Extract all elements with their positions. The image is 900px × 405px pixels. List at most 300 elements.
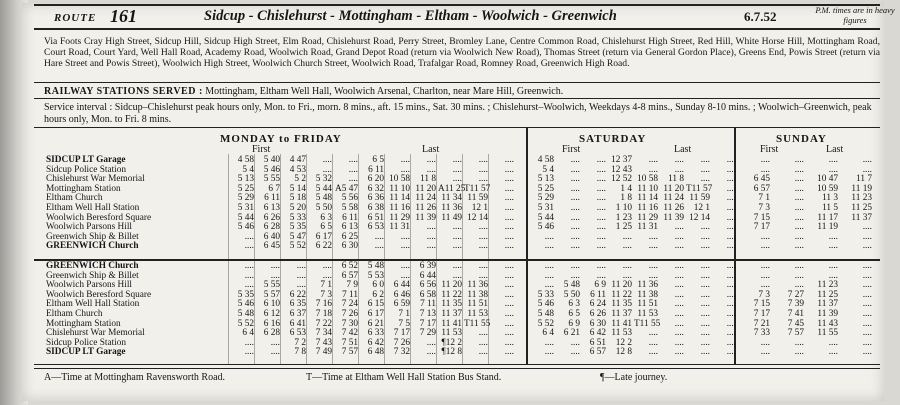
time-cell: 6 16	[263, 318, 280, 329]
time-cell: ....	[504, 174, 514, 185]
time-cell: 6 10	[263, 299, 280, 310]
time-cell: 7 17	[419, 318, 436, 329]
time-cell: 5 48	[315, 193, 332, 204]
time-cell: 7 1	[758, 193, 770, 204]
time-cell: 7 21	[753, 318, 770, 329]
time-cell: 11 53	[467, 309, 488, 319]
time-cell: T11 55	[634, 318, 661, 329]
time-cell: ....	[596, 241, 606, 252]
time-cell: 7 41	[787, 309, 804, 319]
time-cell: 11 20	[415, 183, 436, 194]
time-cell: 11 59	[467, 193, 488, 204]
time-cell: 7 16	[315, 299, 332, 310]
time-cell: 6 57	[753, 183, 770, 194]
time-cell: ....	[862, 222, 872, 233]
time-cell: ....	[400, 241, 410, 252]
time-cell: 7 15	[753, 299, 770, 310]
time-cell: ....	[700, 222, 710, 233]
time-cell: ....	[504, 164, 514, 175]
time-cell: ....	[504, 289, 514, 300]
time-cell: 12 14	[467, 212, 488, 223]
time-cell: 5 57	[263, 289, 280, 300]
time-cell: 1 4	[620, 183, 632, 194]
time-cell: 5 52	[237, 318, 254, 329]
time-cell: 6 48	[367, 347, 384, 358]
via-description: Via Foots Cray High Street, Sidcup Hill, Sidcup High Street, Elm Road, Chislehurst Road, Perry Street, Bromley Lane, Centre Common Road, Chislehurst High Street, Red Hill, White Horse Hill, Mottingham Road, Court Road, Court Yard, Well Hall Road, Academy Road, Woolwich Road, Grand Depot Road (return via Woolwich New Road), Thomas Street (return via General Gordon Place), Greens End, Powis Street (return via Hare Street and Powis Street), Woolwich High Street, Woolwich Church Street, Woolwich Road, Trafalgar Road, Romney Road, Greenwich High Road.	[44, 36, 880, 70]
time-cell: ....	[700, 318, 710, 329]
time-cell: 6 44	[393, 280, 410, 291]
time-cell: ....	[596, 193, 606, 204]
time-cell: ....	[452, 261, 462, 271]
stop-name: Chislehurst War Memorial	[46, 174, 145, 185]
time-cell: ....	[794, 155, 804, 165]
time-cell: 7 49	[315, 347, 332, 358]
stop-name: GREENWICH Church	[46, 261, 139, 271]
time-cell: ....	[478, 328, 488, 339]
time-cell: ....	[504, 155, 514, 165]
time-cell: 5 48	[537, 309, 554, 319]
time-cell: T11 55	[464, 318, 491, 329]
time-cell: 6 11	[368, 164, 384, 175]
time-cell: 5 44	[315, 183, 332, 194]
time-cell: ....	[570, 174, 580, 185]
stop-name: Eltham Church	[46, 309, 103, 319]
time-cell: 6 4	[542, 328, 554, 339]
time-cell: 7 1	[398, 309, 410, 319]
divider	[34, 82, 880, 83]
time-cell: ....	[674, 231, 684, 242]
time-cell: A5 47	[335, 183, 358, 194]
time-cell: ....	[794, 280, 804, 291]
time-cell: 6 53	[367, 222, 384, 233]
time-cell: 11 23	[817, 280, 838, 291]
time-cell: 10 58	[389, 174, 410, 185]
table-bottom-rule	[34, 364, 880, 365]
time-cell: ....	[674, 155, 684, 165]
time-cell: ....	[862, 155, 872, 165]
time-cell: ¶12 2	[441, 337, 462, 348]
stop-name: Woolwich Parsons Hill	[46, 222, 133, 233]
time-cell: ....	[674, 241, 684, 252]
time-cell: 11 25	[817, 289, 838, 300]
monday-to-friday-heading: MONDAY to FRIDAY	[220, 133, 342, 145]
time-cell: ....	[828, 347, 838, 358]
time-cell: ....	[700, 347, 710, 358]
time-cell: ....	[726, 309, 736, 319]
sat-last-label: Last	[674, 144, 692, 155]
time-cell: ....	[504, 183, 514, 194]
time-cell: 6 12	[263, 309, 280, 319]
time-cell: 7 9	[346, 280, 358, 291]
time-cell: 7 8	[294, 347, 306, 358]
time-cell: 7 2	[294, 337, 306, 348]
time-cell: ....	[400, 270, 410, 281]
time-cell: ....	[570, 347, 580, 358]
time-cell: 6 51	[367, 212, 384, 223]
time-cell: ....	[674, 280, 684, 291]
time-cell: ....	[452, 241, 462, 252]
time-cell: ¶12 8	[441, 347, 462, 358]
time-cell: ....	[674, 328, 684, 339]
time-cell: 7 15	[753, 212, 770, 223]
time-cell: 6 4	[242, 328, 254, 339]
time-cell: 11 19	[817, 222, 838, 233]
time-cell: ....	[648, 155, 658, 165]
time-cell: ....	[794, 183, 804, 194]
time-cell: 5 25	[537, 183, 554, 194]
time-cell: ....	[674, 318, 684, 329]
time-cell: ....	[452, 270, 462, 281]
time-cell: ....	[700, 241, 710, 252]
time-cell: ....	[322, 164, 332, 175]
stop-name: Eltham Church	[46, 193, 103, 204]
time-cell: ....	[504, 328, 514, 339]
time-cell: ....	[794, 174, 804, 185]
time-cell: 6 30	[589, 318, 606, 329]
time-cell: ....	[622, 231, 632, 242]
time-cell: ....	[400, 155, 410, 165]
time-cell: 11 20	[441, 280, 462, 291]
time-cell: ....	[426, 164, 436, 175]
time-cell: ....	[478, 174, 488, 185]
time-cell: 5 4	[542, 164, 554, 175]
time-cell: 6 3	[320, 212, 332, 223]
time-cell: ....	[794, 164, 804, 175]
time-cell: ....	[504, 280, 514, 291]
time-cell: 5 2	[294, 174, 306, 185]
time-cell: 11 29	[389, 212, 410, 223]
time-cell: ....	[270, 347, 280, 358]
time-cell: 6 7	[268, 183, 280, 194]
time-cell: 11 53	[441, 328, 462, 339]
time-cell: ....	[570, 261, 580, 271]
time-cell: ....	[400, 164, 410, 175]
time-cell: 11 37	[851, 212, 872, 223]
time-cell: ....	[726, 318, 736, 329]
time-cell: ....	[700, 309, 710, 319]
time-cell: ....	[674, 309, 684, 319]
time-cell: 12 14	[689, 212, 710, 223]
time-cell: 6 44	[419, 270, 436, 281]
time-cell: A11 25	[438, 183, 466, 194]
stop-name: Greenwich Ship & Billet	[46, 270, 139, 281]
stop-name: Eltham Well Hall Station	[46, 203, 140, 213]
time-cell: ....	[478, 164, 488, 175]
time-cell: 7 30	[341, 318, 358, 329]
time-cell: ....	[374, 231, 384, 242]
time-cell: 11 20	[611, 280, 632, 291]
time-cell: 11 39	[663, 212, 684, 223]
time-cell: ....	[504, 309, 514, 319]
stop-name: Chislehurst War Memorial	[46, 328, 145, 339]
time-cell: ....	[726, 193, 736, 204]
time-cell: ....	[570, 183, 580, 194]
time-cell: ....	[828, 270, 838, 281]
time-cell: ....	[504, 203, 514, 213]
time-cell: ....	[570, 241, 580, 252]
divider	[34, 98, 880, 99]
time-cell: 7 11	[342, 289, 358, 300]
time-cell: 6 32	[367, 183, 384, 194]
time-cell: ....	[794, 347, 804, 358]
time-cell: ....	[544, 347, 554, 358]
time-cell: ....	[296, 270, 306, 281]
time-cell: ....	[794, 270, 804, 281]
time-cell: ....	[794, 241, 804, 252]
divider	[34, 368, 880, 369]
time-cell: ....	[760, 155, 770, 165]
time-cell: 7 45	[787, 318, 804, 329]
time-cell: 5 33	[537, 289, 554, 300]
time-cell: 12 52	[611, 174, 632, 185]
time-cell: ....	[452, 231, 462, 242]
time-cell: 11 39	[415, 212, 436, 223]
time-cell: T11 57	[686, 183, 713, 194]
time-cell: ....	[648, 241, 658, 252]
time-cell: 7 3	[758, 289, 770, 300]
time-cell: 7 51	[341, 337, 358, 348]
time-cell: 7 11	[420, 299, 436, 310]
time-cell: 11 22	[611, 289, 632, 300]
time-cell: 11 5	[822, 203, 838, 213]
time-cell: 5 46	[237, 222, 254, 233]
time-cell: 6 11	[264, 193, 280, 204]
time-cell: 6 40	[263, 231, 280, 242]
time-cell: ....	[726, 203, 736, 213]
time-cell: ....	[374, 241, 384, 252]
time-cell: 7 34	[315, 328, 332, 339]
time-cell: 4 58	[537, 155, 554, 165]
time-cell: ....	[794, 212, 804, 223]
time-cell: 6 21	[367, 318, 384, 329]
time-cell: ....	[296, 280, 306, 291]
time-cell: ....	[828, 231, 838, 242]
time-cell: ....	[426, 241, 436, 252]
time-cell: 6 36	[367, 193, 384, 204]
time-cell: 1 23	[615, 212, 632, 223]
route-number: 161	[110, 6, 137, 26]
time-cell: ....	[760, 231, 770, 242]
time-cell: ....	[726, 212, 736, 223]
time-cell: 5 53	[367, 270, 384, 281]
time-cell: 5 48	[237, 309, 254, 319]
route-title: Sidcup - Chislehurst - Mottingham - Eltham - Woolwich - Greenwich	[204, 8, 617, 24]
time-cell: ....	[674, 261, 684, 271]
time-cell: 6 22	[289, 289, 306, 300]
time-cell: 11 38	[467, 289, 488, 300]
time-cell: ....	[544, 241, 554, 252]
time-cell: ....	[452, 164, 462, 175]
stop-name: Sidcup Police Station	[46, 164, 127, 175]
time-cell: 11 25	[851, 203, 872, 213]
time-cell: ....	[622, 241, 632, 252]
time-cell: ....	[596, 212, 606, 223]
time-cell: 5 55	[263, 280, 280, 291]
time-cell: 6 30	[341, 241, 358, 252]
stop-name: Greenwich Ship & Billet	[46, 231, 139, 242]
time-cell: ....	[244, 337, 254, 348]
time-cell: 1 10	[615, 203, 632, 213]
sat-first-label: First	[562, 144, 581, 155]
time-cell: ....	[544, 280, 554, 291]
time-cell: 10 59	[817, 183, 838, 194]
time-cell: ....	[794, 203, 804, 213]
time-cell: ....	[478, 241, 488, 252]
time-cell: 5 58	[341, 203, 358, 213]
time-cell: ....	[674, 164, 684, 175]
mf-first-label: First	[252, 144, 271, 155]
time-cell: 5 52	[537, 318, 554, 329]
time-cell: ....	[570, 203, 580, 213]
time-cell: ....	[570, 270, 580, 281]
time-cell: 5 25	[237, 183, 254, 194]
time-cell: ....	[700, 337, 710, 348]
time-cell: ....	[348, 164, 358, 175]
time-cell: 11 49	[441, 212, 462, 223]
stop-name: SIDCUP LT Garage	[46, 347, 126, 358]
stop-name: Woolwich Beresford Square	[46, 289, 152, 300]
time-cell: 6 21	[563, 328, 580, 339]
time-cell: 11 43	[817, 318, 838, 329]
time-cell: 7 18	[315, 309, 332, 319]
time-cell: ....	[426, 231, 436, 242]
time-cell: ....	[862, 261, 872, 271]
time-cell: ....	[244, 231, 254, 242]
time-cell: 6 9	[568, 318, 580, 329]
time-cell: 6 57	[589, 347, 606, 358]
time-cell: 4 58	[237, 155, 254, 165]
time-cell: 5 55	[263, 174, 280, 185]
time-cell: T11 57	[464, 183, 491, 194]
time-cell: ....	[794, 261, 804, 271]
time-cell: 7 29	[419, 328, 436, 339]
footnote-a: A—Time at Mottingham Ravensworth Road.	[44, 372, 226, 383]
time-cell: ....	[700, 280, 710, 291]
time-cell: 7 26	[341, 309, 358, 319]
time-cell: 7 43	[315, 337, 332, 348]
time-cell: ....	[726, 174, 736, 185]
time-cell: 6 35	[289, 299, 306, 310]
time-cell: 12 2	[615, 337, 632, 348]
time-cell: ....	[570, 222, 580, 233]
time-cell: ....	[828, 337, 838, 348]
time-cell: 12 8	[615, 347, 632, 358]
time-cell: 6 52	[341, 261, 358, 271]
time-cell: 12 1	[693, 203, 710, 213]
time-cell: 11 16	[389, 203, 410, 213]
time-cell: ....	[828, 261, 838, 271]
time-cell: 5 44	[237, 212, 254, 223]
time-cell: 6 42	[367, 337, 384, 348]
time-cell: 11 34	[441, 193, 462, 204]
time-cell: ....	[726, 261, 736, 271]
time-cell: ....	[648, 261, 658, 271]
time-cell: ....	[648, 231, 658, 242]
pm-times-note: P.M. times are in heavy figures	[815, 5, 895, 25]
time-cell: 6 0	[372, 280, 384, 291]
time-cell: 6 56	[419, 280, 436, 291]
stop-name: Woolwich Parsons Hill	[46, 280, 133, 291]
time-cell: ....	[726, 289, 736, 300]
time-cell: ....	[726, 337, 736, 348]
time-cell: 7 5	[398, 318, 410, 329]
time-cell: 6 17	[367, 309, 384, 319]
time-cell: ....	[596, 155, 606, 165]
time-cell: 7 17	[753, 309, 770, 319]
time-cell: ....	[504, 299, 514, 310]
time-cell: 11 35	[441, 299, 462, 310]
time-cell: ....	[726, 347, 736, 358]
time-cell: ....	[648, 164, 658, 175]
stop-name: SIDCUP LT Garage	[46, 155, 126, 165]
time-cell: ....	[862, 241, 872, 252]
time-cell: 6 17	[315, 231, 332, 242]
time-cell: 7 57	[787, 328, 804, 339]
time-cell: 5 35	[237, 289, 254, 300]
time-cell: 6 24	[589, 299, 606, 310]
time-cell: ....	[322, 270, 332, 281]
time-cell: 11 55	[817, 328, 838, 339]
time-cell: 7 3	[758, 203, 770, 213]
time-cell: 5 50	[563, 289, 580, 300]
service-interval: Service interval : Sidcup–Chislehurst peak hours only, Mon. to Fri., morn. 8 mins., aft. 15 mins., Sat. 30 mins. ; Chislehurst–Woolwich, Weekdays 4-8 mins., Sunday 8-10 mins. ; Woolwich–Greenwich, peak hours only, Mon. to Fri. 8 mins.	[44, 102, 872, 125]
time-cell: 5 31	[237, 203, 254, 213]
time-cell: ....	[726, 328, 736, 339]
time-cell: 11 14	[637, 193, 658, 204]
time-cell: ....	[760, 241, 770, 252]
stop-name: Mottingham Station	[46, 183, 121, 194]
footnote-late: ¶—Late journey.	[600, 372, 668, 383]
time-cell: ....	[504, 318, 514, 329]
time-cell: 5 4	[242, 164, 254, 175]
time-cell: 6 28	[263, 328, 280, 339]
time-cell: 1 25	[615, 222, 632, 233]
time-cell: 6 41	[289, 318, 306, 329]
time-cell: ....	[296, 261, 306, 271]
time-cell: ....	[794, 193, 804, 204]
time-cell: 6 26	[263, 212, 280, 223]
saturday-heading: SATURDAY	[579, 133, 647, 145]
time-cell: ....	[674, 347, 684, 358]
time-cell: ....	[862, 231, 872, 242]
route-label: ROUTE	[54, 12, 97, 24]
stop-name: GREENWICH Church	[46, 241, 139, 252]
route-header	[34, 4, 895, 30]
time-cell: 5 48	[563, 280, 580, 291]
time-cell: 5 31	[537, 203, 554, 213]
time-cell: ....	[674, 289, 684, 300]
time-cell: ....	[244, 280, 254, 291]
time-cell: 5 47	[289, 231, 306, 242]
time-cell: ....	[452, 222, 462, 233]
time-cell: ....	[452, 174, 462, 185]
timetable-date: 6.7.52	[744, 9, 777, 24]
stop-name: Sidcup Police Station	[46, 337, 127, 348]
time-cell: ....	[270, 261, 280, 271]
time-cell: ....	[674, 222, 684, 233]
time-cell: 11 37	[817, 299, 838, 310]
time-cell: ....	[828, 241, 838, 252]
time-cell: 11 20	[663, 183, 684, 194]
time-cell: ....	[862, 328, 872, 339]
time-cell: 6 22	[315, 241, 332, 252]
time-cell: ....	[544, 337, 554, 348]
time-cell: ....	[794, 231, 804, 242]
time-cell: 5 48	[367, 261, 384, 271]
time-cell: ....	[648, 270, 658, 281]
time-cell: ....	[862, 289, 872, 300]
time-cell: ....	[426, 347, 436, 358]
